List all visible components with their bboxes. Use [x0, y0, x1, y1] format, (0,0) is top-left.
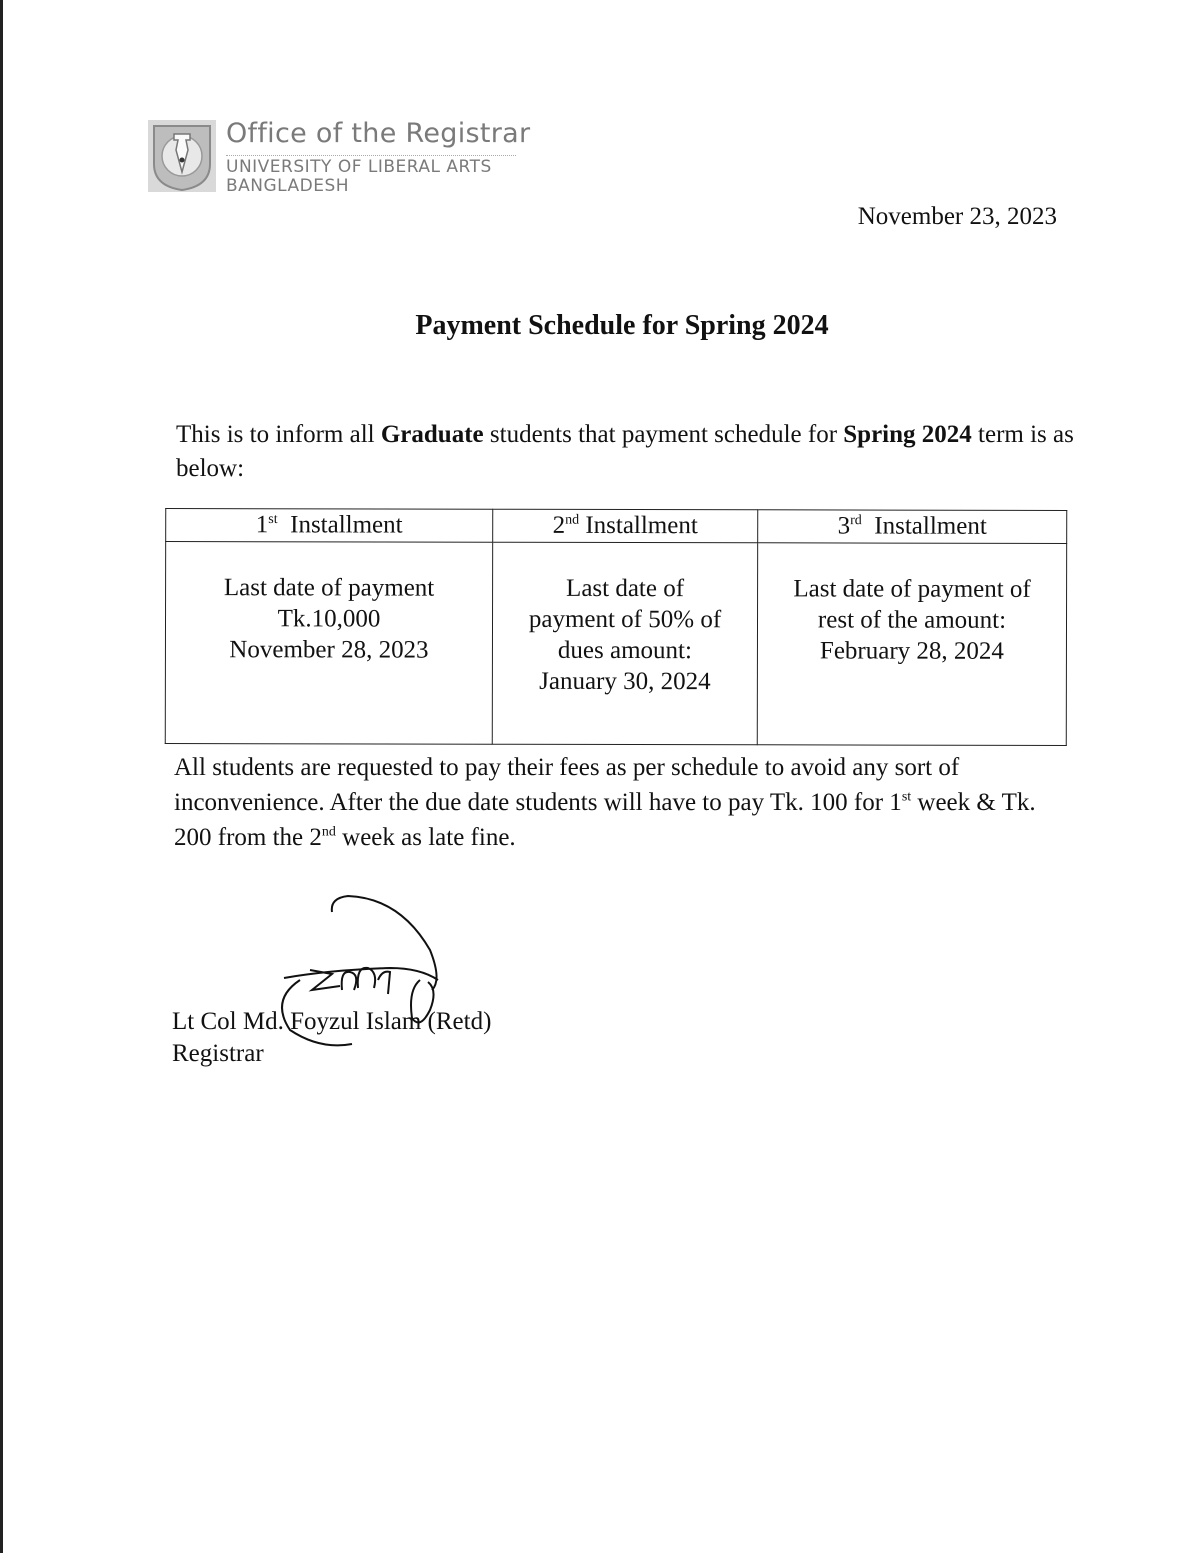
table-header-row	[166, 509, 1067, 544]
payment-schedule-table	[165, 508, 1067, 746]
cell-installment-1: Last date of payment Tk.10,000 November 28, 2023	[165, 542, 492, 745]
university-line-2: BANGLADESH	[226, 176, 350, 196]
intro-paragraph	[176, 418, 1076, 486]
cell-installment-3: Last date of payment of rest of the amount: February 28, 2024	[757, 543, 1066, 746]
intro-bold-graduate: Graduate	[380, 421, 484, 448]
header-installment-2: 2nd Installment	[493, 509, 758, 543]
signatory-designation: Registrar	[172, 1040, 264, 1067]
office-name: Office of the Registrar	[226, 118, 531, 149]
document-title: Payment Schedule for Spring 2024	[415, 310, 829, 341]
header-installment-3: 3rd Installment	[758, 510, 1067, 544]
university-line-1: UNIVERSITY OF LIBERAL ARTS	[226, 157, 492, 177]
signatory-name: Lt Col Md. Foyzul Islam (Retd)	[172, 1008, 492, 1035]
pen-nib-shield-logo-icon	[148, 120, 216, 192]
header-installment-1: 1st Installment	[166, 509, 493, 543]
university-name	[226, 158, 492, 196]
late-fine-notice: All students are requested to pay their fees as per schedule to avoid any sort of inconvenience. After the due date students will have to pay Tk. 100 for 1st week & Tk. 200 from the 2nd week as late fine.	[174, 754, 1036, 851]
intro-text-3: term is as below:	[176, 421, 1074, 482]
intro-text-2: students that payment schedule for	[483, 421, 844, 448]
handwritten-signature-icon	[270, 890, 450, 1060]
cell-installment-2: Last date of payment of 50% of dues amount: January 30, 2024	[492, 542, 757, 745]
letter-date: November 23, 2023	[857, 203, 1057, 230]
letterhead-divider	[226, 155, 516, 156]
intro-text-1: This is to inform all	[176, 421, 381, 448]
table-row	[165, 542, 1066, 746]
intro-bold-term: Spring 2024	[843, 421, 972, 448]
scan-edge	[0, 0, 3, 1553]
